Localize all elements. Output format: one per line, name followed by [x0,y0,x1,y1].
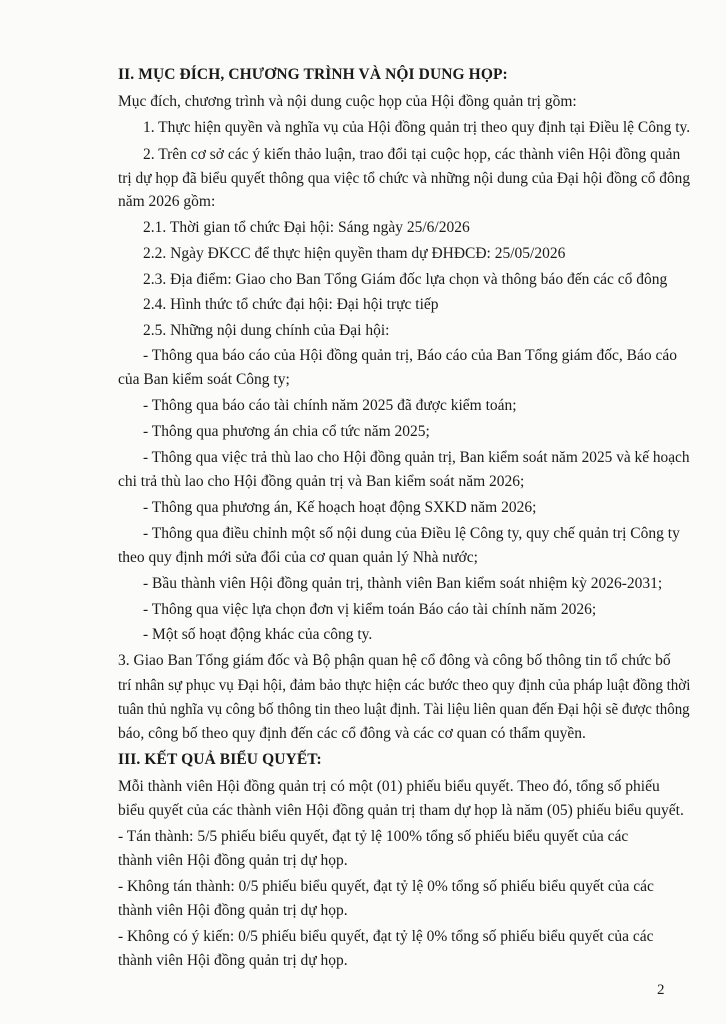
section-3-heading: III. KẾT QUẢ BIỂU QUYẾT: [118,751,322,768]
section-3-para-line-1: Mỗi thành viên Hội đồng quản trị có một (01) phiếu biểu quyết. Theo đó, tổng số phiếu [118,778,660,795]
vote-approve-line-2: thành viên Hội đồng quản trị dự họp. [118,852,348,869]
item-2-1: 2.1. Thời gian tổ chức Đại hội: Sáng ngày 25/6/2026 [143,219,470,236]
section-2-intro: Mục đích, chương trình và nội dung cuộc họp của Hội đồng quản trị gồm: [118,93,577,110]
item-2-2: 2.2. Ngày ĐKCC để thực hiện quyền tham dự ĐHĐCĐ: 25/05/2026 [143,245,566,262]
vote-abstain-line-2: thành viên Hội đồng quản trị dự họp. [118,952,348,969]
item-2-4: 2.4. Hình thức tổ chức đại hội: Đại hội trực tiếp [143,296,439,313]
item-2-line-2: trị dự họp đã biểu quyết thông qua việc tổ chức và những nội dung của Đại hội đồng cổ đông [118,170,691,187]
page-number: 2 [657,982,665,998]
bullet-8: - Thông qua việc lựa chọn đơn vị kiểm toán Báo cáo tài chính năm 2026; [143,601,597,618]
vote-disapprove-line-2: thành viên Hội đồng quản trị dự họp. [118,902,348,919]
item-2-line-3: năm 2026 gồm: [118,193,216,210]
item-2-line-1: 2. Trên cơ sở các ý kiến thảo luận, trao đổi tại cuộc họp, các thành viên Hội đồng quản [143,146,681,163]
bullet-6-line-1: - Thông qua điều chỉnh một số nội dung của Điều lệ Công ty, quy chế quản trị Công ty [143,525,680,542]
vote-abstain-line-1: - Không có ý kiến: 0/5 phiếu biểu quyết, đạt tỷ lệ 0% tổng số phiếu biểu quyết của các [118,928,654,945]
item-2-3: 2.3. Địa điểm: Giao cho Ban Tổng Giám đốc lựa chọn và thông báo đến các cổ đông [143,271,668,288]
bullet-1-line-2: của Ban kiểm soát Công ty; [118,371,290,388]
bullet-7: - Bầu thành viên Hội đồng quản trị, thành viên Ban kiểm soát nhiệm kỳ 2026-2031; [143,575,663,592]
item-3-line-2: trí nhân sự phục vụ Đại hội, đảm bảo thực hiện các bước theo quy định của pháp luật đồng thời [118,677,691,694]
bullet-5: - Thông qua phương án, Kế hoạch hoạt động SXKD năm 2026; [143,499,537,516]
bullet-6-line-2: theo quy định mới sửa đổi của cơ quan quản lý Nhà nước; [118,549,478,566]
section-3-para-line-2: biểu quyết của các thành viên Hội đồng quản trị tham dự họp là năm (05) phiếu biểu quyết. [118,802,684,819]
item-3-line-3: tuân thủ nghĩa vụ công bố thông tin theo luật định. Tài liệu liên quan đến Đại hội sẽ được thông [118,701,690,718]
bullet-1-line-1: - Thông qua báo cáo của Hội đồng quản trị, Báo cáo của Ban Tổng giám đốc, Báo cáo [143,347,678,364]
vote-approve-line-1: - Tán thành: 5/5 phiếu biểu quyết, đạt tỷ lệ 100% tổng số phiếu biểu quyết của các [118,828,629,845]
item-3-line-4: báo, công bố theo quy định đến các cổ đông và các cơ quan có thẩm quyền. [118,725,586,742]
item-1: 1. Thực hiện quyền và nghĩa vụ của Hội đồng quản trị theo quy định tại Điều lệ Công ty. [143,119,691,136]
bullet-9: - Một số hoạt động khác của công ty. [143,626,373,643]
bullet-4-line-1: - Thông qua việc trả thù lao cho Hội đồng quản trị, Ban kiểm soát năm 2025 và kế hoạch [143,449,690,466]
bullet-4-line-2: chi trả thù lao cho Hội đồng quản trị và Ban kiểm soát năm 2026; [118,473,525,490]
bullet-3: - Thông qua phương án chia cổ tức năm 2025; [143,423,430,440]
vote-disapprove-line-1: - Không tán thành: 0/5 phiếu biểu quyết, đạt tỷ lệ 0% tổng số phiếu biểu quyết của các [118,878,654,895]
item-3-line-1: 3. Giao Ban Tổng giám đốc và Bộ phận quan hệ cổ đông và công bố thông tin tổ chức bố [118,652,671,669]
section-2-heading: II. MỤC ĐÍCH, CHƯƠNG TRÌNH VÀ NỘI DUNG HỌP: [118,66,508,83]
item-2-5: 2.5. Những nội dung chính của Đại hội: [143,322,390,339]
bullet-2: - Thông qua báo cáo tài chính năm 2025 đã được kiểm toán; [143,397,517,414]
